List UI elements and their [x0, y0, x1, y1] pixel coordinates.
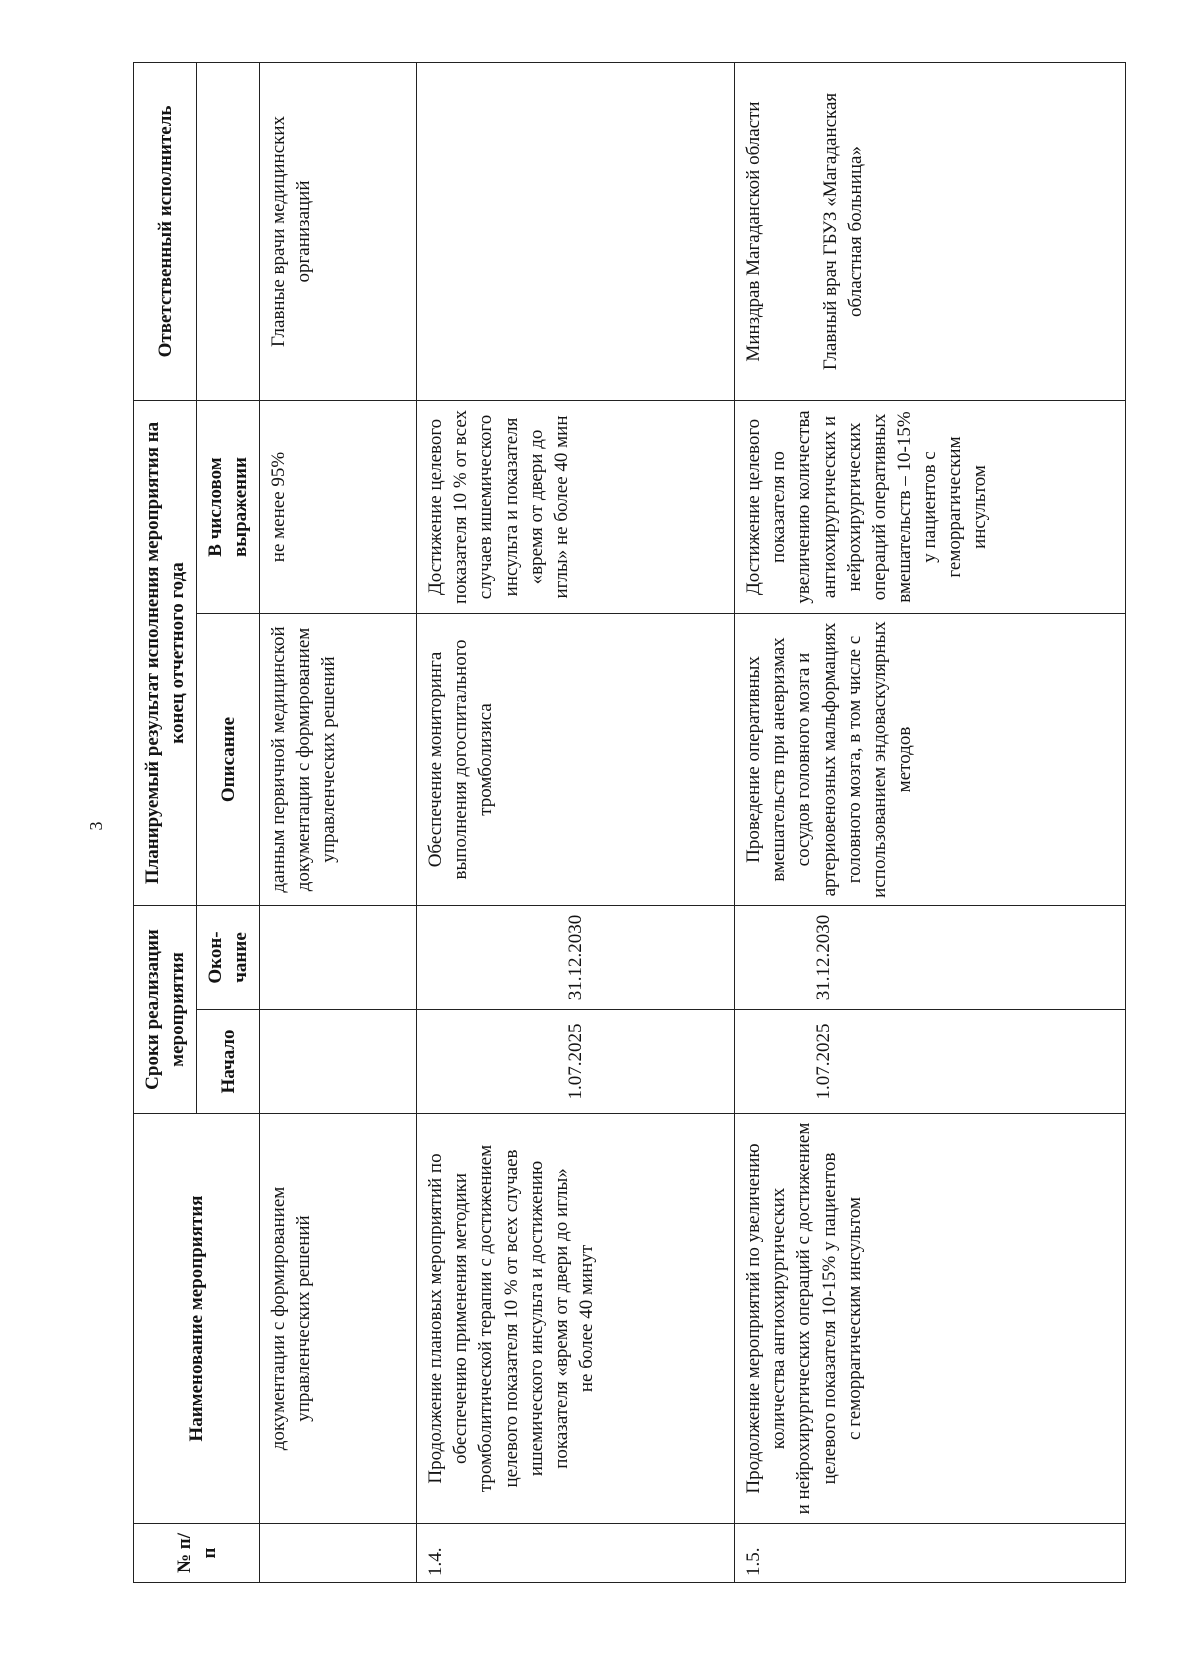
row-num	[260, 1524, 417, 1583]
row-num: 1.4.	[417, 1524, 735, 1583]
table-row	[260, 62, 417, 1582]
row-responsible	[260, 62, 417, 400]
row-num: 1.5.	[735, 1524, 1126, 1583]
table-row	[417, 62, 735, 1582]
row-end: 31.12.2030	[735, 906, 1126, 1010]
header-result: Планируемый результат исполнения мероприятия на конец отчетного года	[134, 400, 197, 905]
row-start: 1.07.2025	[417, 1010, 735, 1114]
header-dates: Сроки реализации мероприятия	[134, 906, 197, 1114]
header-responsible: Ответственный исполнитель	[134, 62, 197, 400]
row-value: не менее 95%	[260, 400, 417, 613]
header-value: В числовом выражении	[197, 400, 260, 613]
responsible-primary: Минздрав Магаданской области	[743, 101, 765, 362]
header-num: № п/п	[134, 1524, 260, 1583]
table-row	[735, 62, 1126, 1582]
row-end	[260, 906, 417, 1010]
responsible-primary: Главные врачи медицинских организаций	[268, 115, 315, 348]
header-description: Описание	[197, 614, 260, 906]
row-name: документации с формированием управленческих решений	[260, 1114, 417, 1524]
row-responsible	[417, 62, 735, 400]
row-name: Продолжение плановых мероприятий по обеспечению применения методики тромболитической терапии с достижением целевого показателя 10 % от всех случаев ишемического инсульта и достижению показателя «время от двери до иглы» не более 40 минут	[417, 1114, 735, 1524]
row-description: данным первичной медицинской документации с формированием управленческих решений	[260, 614, 417, 906]
header-start: Начало	[197, 1010, 260, 1114]
row-start: 1.07.2025	[735, 1010, 1126, 1114]
table-container	[133, 63, 1111, 1583]
page-number: 3	[86, 821, 106, 831]
header-row-1	[134, 62, 197, 1582]
row-responsible	[735, 62, 1126, 400]
row-end: 31.12.2030	[417, 906, 735, 1010]
row-start	[260, 1010, 417, 1114]
header-responsible-sub	[197, 62, 260, 400]
row-value: Достижение целевого показателя 10 % от всех случаев ишемического инсульта и показателя «время от двери до иглы» не более 40 мин	[417, 400, 735, 613]
row-description: Обеспечение мониторинга выполнения догоспитального тромболизиса	[417, 614, 735, 906]
header-name: Наименование мероприятия	[134, 1114, 260, 1524]
row-name: Продолжение мероприятий по увеличению количества ангиохирургических и нейрохирургических операций с достижением целевого показателя 10-15% у пациентов с геморрагическим инсультом	[735, 1114, 1126, 1524]
responsible-secondary: Главный врач ГБУЗ «Магаданская областная больница»	[820, 92, 867, 371]
row-value: Достижение целевого показателя по увеличению количества ангиохирургических и нейрохирургических операций оперативных вмешательств – 10-15% у пациентов с геморрагическим инсультом	[735, 400, 1126, 613]
header-end: Окон-чание	[197, 906, 260, 1010]
row-description: Проведение оперативных вмешательств при аневризмах сосудов головного мозга и артериовенозных мальформациях головного мозга, в том числе с использованием эндоваскулярных методов	[735, 614, 1126, 906]
activities-table	[133, 62, 1126, 1583]
